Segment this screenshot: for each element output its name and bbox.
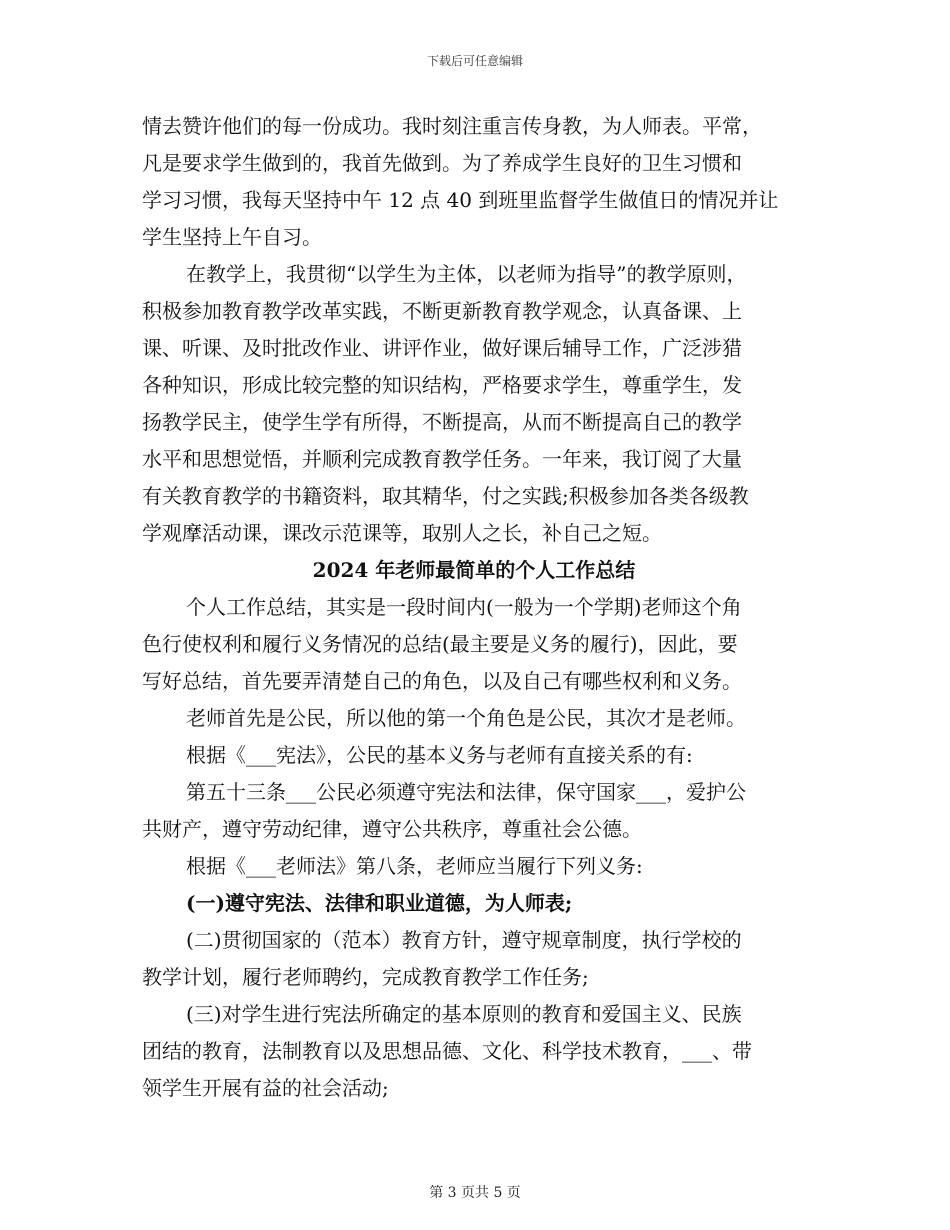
paragraph-line: 教学计划，履行老师聘约，完成教育教学工作任务; (142, 965, 589, 989)
obligation-item-1: (一)遵守宪法、法律和职业道德，为人师表; (186, 891, 573, 915)
paragraph-line: 领学生开展有益的社会活动; (142, 1076, 389, 1100)
paragraph-line: 个人工作总结，其实是一段时间内(一般为一个学期)老师这个角 (186, 595, 742, 619)
page-header: 下载后可任意编辑 (426, 54, 523, 68)
paragraph-line: 第五十三条___公民必须遵守宪法和法律，保守国家___，爱护公 (186, 780, 746, 804)
paragraph-line: 写好总结，首先要弄清楚自己的角色，以及自己有哪些权利和义务。 (142, 669, 742, 693)
obligation-item-2: (二)贯彻国家的（范本）教育方针，遵守规章制度，执行学校的 (186, 928, 742, 952)
paragraph-line: 各种知识，形成比较完整的知识结构，严格要求学生，尊重学生，发 (142, 373, 742, 397)
paragraph-line: 在教学上，我贯彻“以学生为主体，以老师为指导”的教学原则， (186, 262, 747, 286)
paragraph-line: 情去赞许他们的每一份成功。我时刻注重言传身教，为人师表。平常， (142, 114, 762, 138)
paragraph-line: 共财产，遵守劳动纪律，遵守公共秩序，尊重社会公德。 (142, 817, 642, 841)
paragraph-line: 有关教育教学的书籍资料，取其精华，付之实践;积极参加各类各级教 (142, 484, 749, 508)
obligation-item-3: (三)对学生进行宪法所确定的基本原则的教育和爱国主义、民族 (186, 1002, 742, 1026)
paragraph-line: 水平和思想觉悟，并顺利完成教育教学任务。一年来，我订阅了大量 (142, 447, 742, 471)
paragraph-line: 根据《___宪法》，公民的基本义务与老师有直接关系的有: (186, 743, 693, 767)
paragraph-line: 色行使权利和履行义务情况的总结(最主要是义务的履行)，因此，要 (142, 632, 738, 656)
section-heading: 2024 年老师最简单的个人工作总结 (312, 558, 636, 582)
paragraph-line: 团结的教育，法制教育以及思想品德、文化、科学技术教育，___、带 (142, 1039, 752, 1063)
paragraph-line: 老师首先是公民，所以他的第一个角色是公民，其次才是老师。 (186, 706, 746, 730)
page-number: 第 3 页共 5 页 (429, 1185, 521, 1201)
paragraph-line: 扬教学民主，使学生学有所得，不断提高，从而不断提高自己的教学 (142, 410, 742, 434)
paragraph-line: 学观摩活动课，课改示范课等，取别人之长，补自己之短。 (142, 521, 662, 545)
paragraph-line: 凡是要求学生做到的，我首先做到。为了养成学生良好的卫生习惯和 (142, 151, 742, 175)
paragraph-line: 学生坚持上午自习。 (142, 225, 322, 249)
paragraph-line: 课、听课、及时批改作业、讲评作业，做好课后辅导工作，广泛涉猎 (142, 336, 742, 360)
paragraph-line: 根据《___老师法》第八条，老师应当履行下列义务: (186, 854, 643, 878)
paragraph-line: 学习习惯，我每天坚持中午 12 点 40 到班里监督学生做值日的情况并让 (142, 188, 779, 212)
document-body (142, 108, 806, 1107)
paragraph-line: 积极参加教育教学改革实践，不断更新教育教学观念，认真备课、上 (142, 299, 742, 323)
